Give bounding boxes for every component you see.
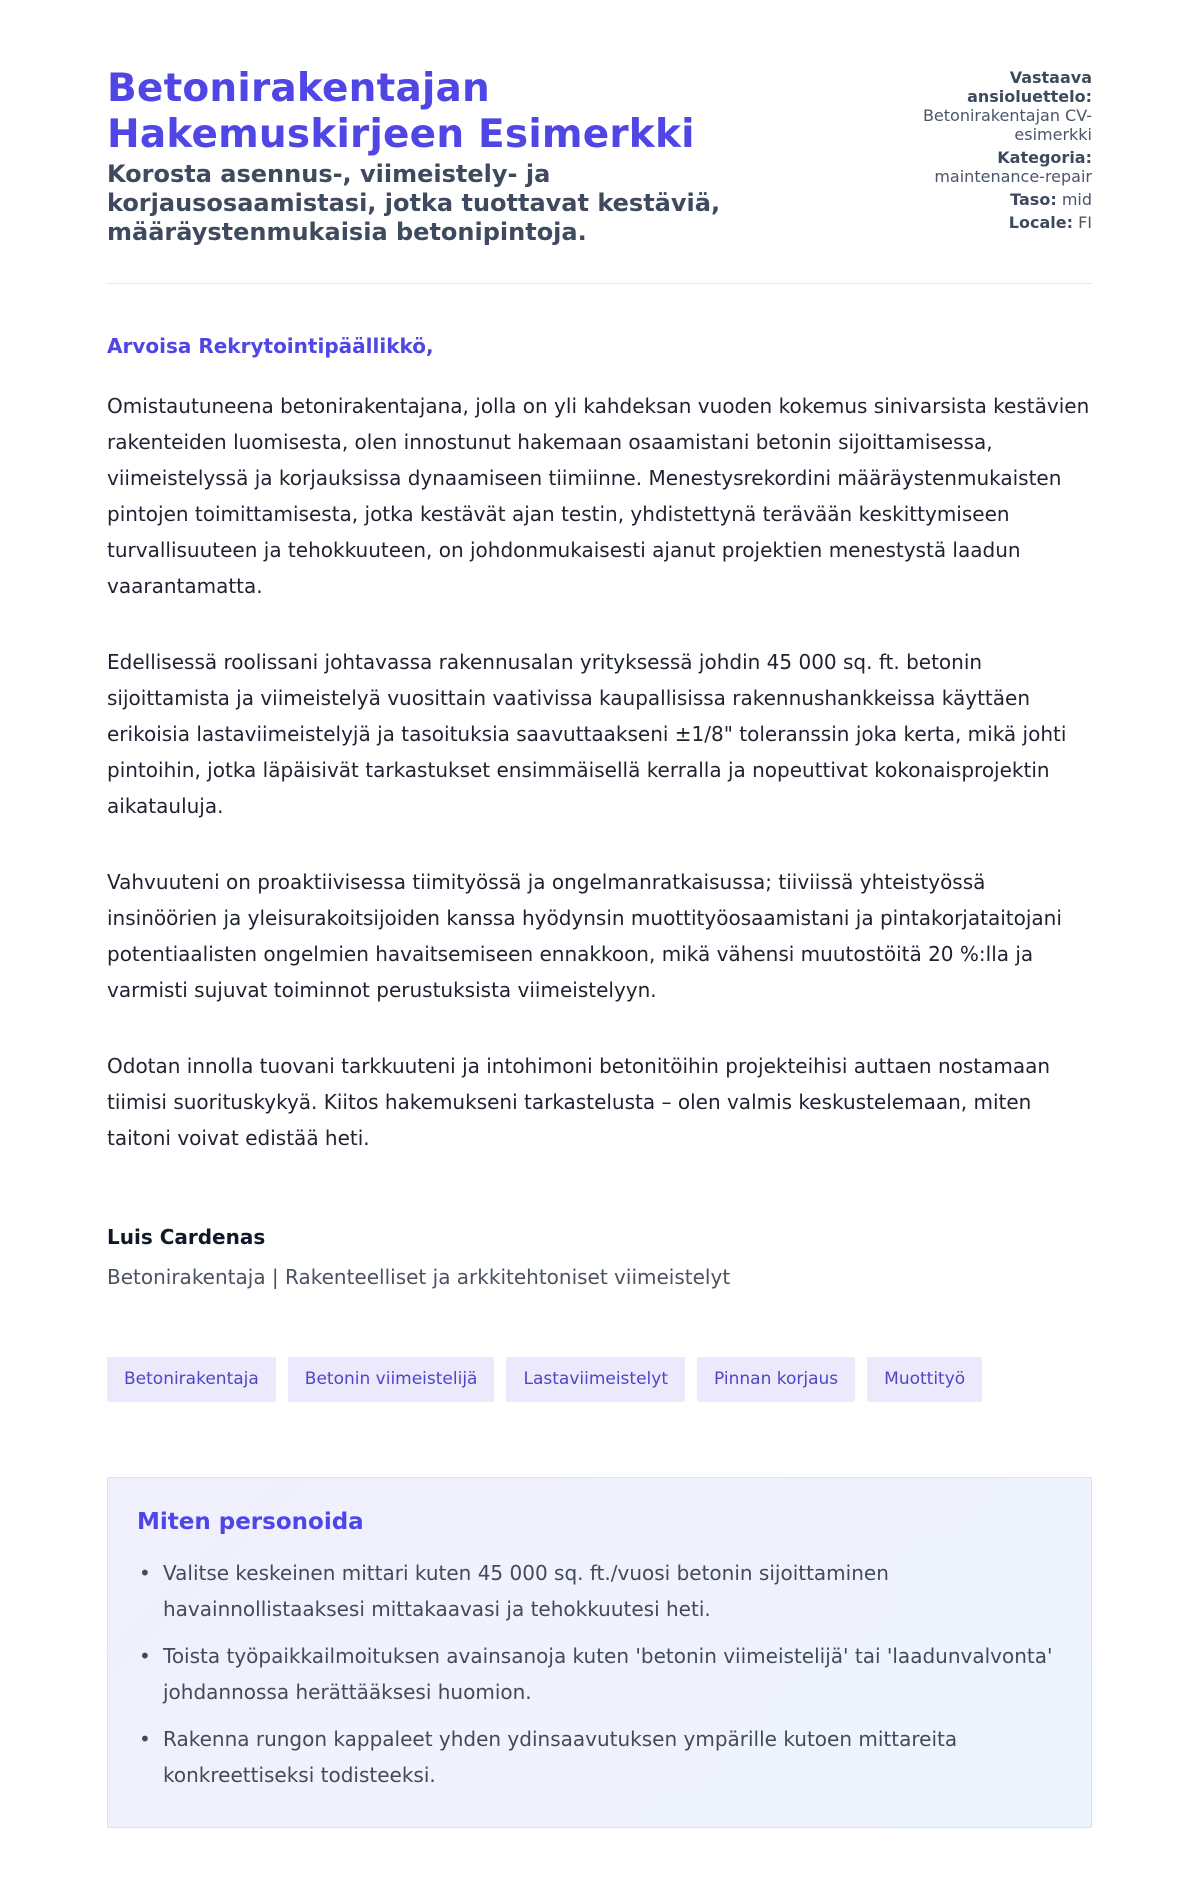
meta-label: Vastaava ansioluettelo:: [967, 68, 1092, 106]
meta-value-related-resume-link[interactable]: Betonirakentajan CV-esimerkki: [922, 106, 1092, 144]
tips-list: [137, 1555, 1062, 1793]
bullet-icon: •: [139, 1644, 151, 1668]
meta-level: [902, 190, 1092, 209]
tips-list-item: [137, 1721, 1062, 1793]
page-header: [107, 0, 1092, 247]
meta-related-resume: [902, 68, 1092, 144]
meta-category: [902, 148, 1092, 186]
tips-list-item: [137, 1555, 1062, 1627]
meta-info: [902, 66, 1092, 236]
meta-locale: [902, 213, 1092, 232]
skill-tag[interactable]: Betonirakentaja: [107, 1357, 276, 1402]
letter-paragraph: Omistautuneena betonirakentajana, jolla on yli kahdeksan vuoden kokemus sinivarsista kestävien rakenteiden luomisesta, olen innostunut hakemaan osaamistani betonin sijoittamisessa, viimeistelyssä ja korjauksissa dynaamiseen tiimiinne. Menestysrekordini määräystenmukaisten pintojen toimittamisesta, jotka kestävät ajan testin, yhdistettynä terävään keskittymiseen turvallisuuteen ja tehokkuuteen, on johdonmukaisesti ajanut projektien menestystä laadun vaarantamatta.: [107, 394, 1090, 598]
header-title-block: [107, 66, 827, 247]
personalization-tips-box: [107, 1477, 1092, 1828]
header-divider: [107, 283, 1092, 284]
signature-title: Betonirakentaja | Rakenteelliset ja arkkitehtoniset viimeistelyt: [107, 1265, 731, 1289]
tips-item-text: Toista työpaikkailmoituksen avainsanoja kuten 'betonin viimeistelijä' tai 'laadunvalvonta' johdannossa herättääksesi huomion.: [163, 1644, 1053, 1704]
meta-label: Kategoria:: [997, 148, 1092, 167]
meta-label: Taso:: [1010, 190, 1057, 209]
cover-letter-page: [107, 0, 1092, 1787]
bullet-icon: •: [139, 1727, 151, 1751]
page-title: Betonirakentajan Hakemuskirjeen Esimerkki: [107, 66, 695, 157]
tips-item-text: Rakenna rungon kappaleet yhden ydinsaavutuksen ympärille kutoen mittareita konkreettiseksi todisteeksi.: [163, 1727, 958, 1787]
meta-value: mid: [1061, 190, 1092, 209]
skill-tag[interactable]: Pinnan korjaus: [697, 1357, 855, 1402]
skill-tag[interactable]: Lastaviimeistelyt: [506, 1357, 685, 1402]
tips-list-item: [137, 1638, 1062, 1710]
letter-paragraph: Odotan innolla tuovani tarkkuuteni ja intohimoni betonitöihin projekteihisi auttaen nostamaan tiimisi suorituskykyä. Kiitos hakemukseni tarkastelusta – olen valmis keskustelemaan, miten taitoni voivat edistää heti.: [107, 1054, 1051, 1150]
letter-paragraph: Edellisessä roolissani johtavassa rakennusalan yrityksessä johdin 45 000 sq. ft. betonin sijoittamista ja viimeistelyä vuosittain vaativissa kaupallisissa rakennushankkeissa käyttäen erikoisia lastaviimeistelyjä ja tasoituksia saavuttaakseni ±1/8" toleranssin joka kerta, mikä johti pintoihin, jotka läpäisivät tarkastukset ensimmäisellä kerralla ja nopeuttivat kokonaisprojektin aikatauluja.: [107, 650, 1067, 818]
bullet-icon: •: [139, 1561, 151, 1585]
tips-title: Miten personoida: [137, 1509, 364, 1535]
meta-value: maintenance-repair: [934, 167, 1092, 186]
meta-label: Locale:: [1008, 213, 1073, 232]
page-subtitle: Korosta asennus-, viimeistely- ja korjausosaamistasi, jotka tuottavat kestäviä, määräystenmukaisia betonipintoja.: [107, 160, 721, 246]
skill-tags: [107, 1357, 982, 1402]
letter-paragraph: Vahvuuteni on proaktiivisessa tiimityössä ja ongelmanratkaisussa; tiiviissä yhteistyössä insinöörien ja yleisurakoitsijoiden kanssa hyödynsin muottityöosaamistani ja pintakorjataitojani potentiaalisten ongelmien havaitsemiseen ennakkoon, mikä vähensi muutostöitä 20 %:lla ja varmisti sujuvat toiminnot perustuksista viimeistelyyn.: [107, 870, 1062, 1002]
tips-item-text: Valitse keskeinen mittari kuten 45 000 sq. ft./vuosi betonin sijoittaminen havainnollistaaksesi mittakaavasi ja tehokkuutesi heti.: [163, 1561, 889, 1621]
skill-tag[interactable]: Betonin viimeistelijä: [288, 1357, 495, 1402]
letter-greeting: Arvoisa Rekrytointipäällikkö,: [107, 334, 434, 358]
signature-name: Luis Cardenas: [107, 1225, 266, 1249]
letter-body: [107, 388, 1092, 1196]
skill-tag[interactable]: Muottityö: [867, 1357, 982, 1402]
meta-value: FI: [1078, 213, 1092, 232]
